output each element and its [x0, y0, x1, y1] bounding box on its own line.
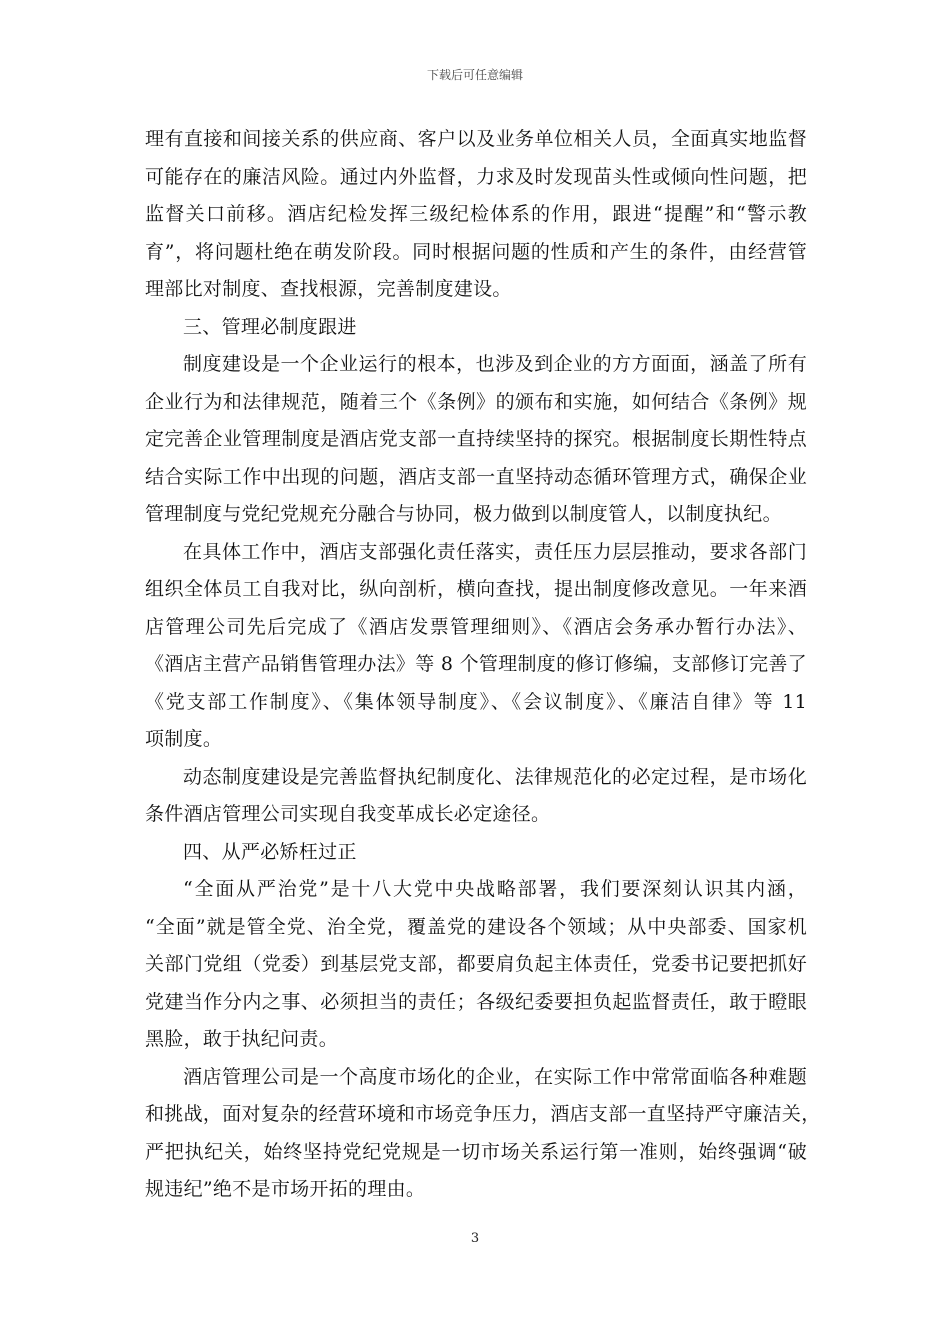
page-number: 3	[470, 1231, 480, 1246]
text-line: 规违纪”绝不是市场开拓的理由。	[145, 1178, 426, 1200]
section-heading: 四、从严必矫枉过正	[183, 840, 357, 863]
text-line: 《酒店主营产品销售管理办法》等 8 个管理制度的修订修编，支部修订完善了	[145, 653, 807, 675]
text-line: 党建当作分内之事、必须担当的责任；各级纪委要担负起监督责任，敢于瞪眼	[145, 990, 807, 1013]
text-line: 《党支部工作制度》、《集体领导制度》、《会议制度》、《廉洁自律》等 11	[145, 690, 807, 713]
page-header: 下载后可任意编辑	[426, 68, 523, 82]
text-line: 在具体工作中，酒店支部强化责任落实，责任压力层层推动，要求各部门	[183, 540, 807, 563]
text-line: 和挑战，面对复杂的经营环境和市场竞争压力，酒店支部一直坚持严守廉洁关，	[145, 1103, 821, 1125]
text-line: 严把执纪关，始终坚持党纪党规是一切市场关系运行第一准则，始终强调“破	[145, 1140, 807, 1163]
text-line: 监督关口前移。酒店纪检发挥三级纪检体系的作用，跟进“提醒”和“警示教	[145, 203, 807, 225]
text-line: 黑脸，敢于执纪问责。	[145, 1028, 339, 1050]
text-line: 制度建设是一个企业运行的根本，也涉及到企业的方方面面，涵盖了所有	[183, 353, 807, 375]
text-line: 定完善企业管理制度是酒店党支部一直持续坚持的探究。根据制度长期性特点	[145, 428, 807, 450]
text-line: “全面从严治党”是十八大党中央战略部署，我们要深刻认识其内涵，	[183, 878, 807, 900]
text-line: 育”，将问题杜绝在萌发阶段。同时根据问题的性质和产生的条件，由经营管	[145, 240, 807, 263]
text-line: 理部比对制度、查找根源，完善制度建设。	[145, 278, 512, 300]
text-line: 关部门党组（党委）到基层党支部，都要肩负起主体责任，党委书记要把抓好	[145, 953, 807, 975]
text-line: 动态制度建设是完善监督执纪制度化、法律规范化的必定过程，是市场化	[183, 765, 807, 788]
text-line: 管理制度与党纪党规充分融合与协同，极力做到以制度管人，以制度执纪。	[145, 503, 782, 525]
text-line: 组织全体员工自我对比，纵向剖析，横向查找，提出制度修改意见。一年来酒	[145, 578, 807, 600]
text-line: 可能存在的廉洁风险。通过内外监督，力求及时发现苗头性或倾向性问题，把	[145, 165, 807, 188]
text-line: 店管理公司先后完成了《酒店发票管理细则》、《酒店会务承办暂行办法》、	[145, 615, 807, 638]
text-line: 企业行为和法律规范，随着三个《条例》的颁布和实施，如何结合《条例》规	[145, 390, 807, 413]
section-heading: 三、管理必制度跟进	[183, 315, 357, 338]
text-line: 理有直接和间接关系的供应商、客户以及业务单位相关人员，全面真实地监督	[145, 128, 807, 150]
text-line: 条件酒店管理公司实现自我变革成长必定途径。	[145, 803, 551, 825]
document-body	[145, 121, 821, 1209]
text-line: 项制度。	[145, 728, 223, 750]
text-line: 酒店管理公司是一个高度市场化的企业，在实际工作中常常面临各种难题	[183, 1065, 807, 1088]
text-line: 结合实际工作中出现的问题，酒店支部一直坚持动态循环管理方式，确保企业	[145, 465, 807, 488]
text-line: “全面”就是管全党、治全党，覆盖党的建设各个领域；从中央部委、国家机	[145, 915, 807, 938]
